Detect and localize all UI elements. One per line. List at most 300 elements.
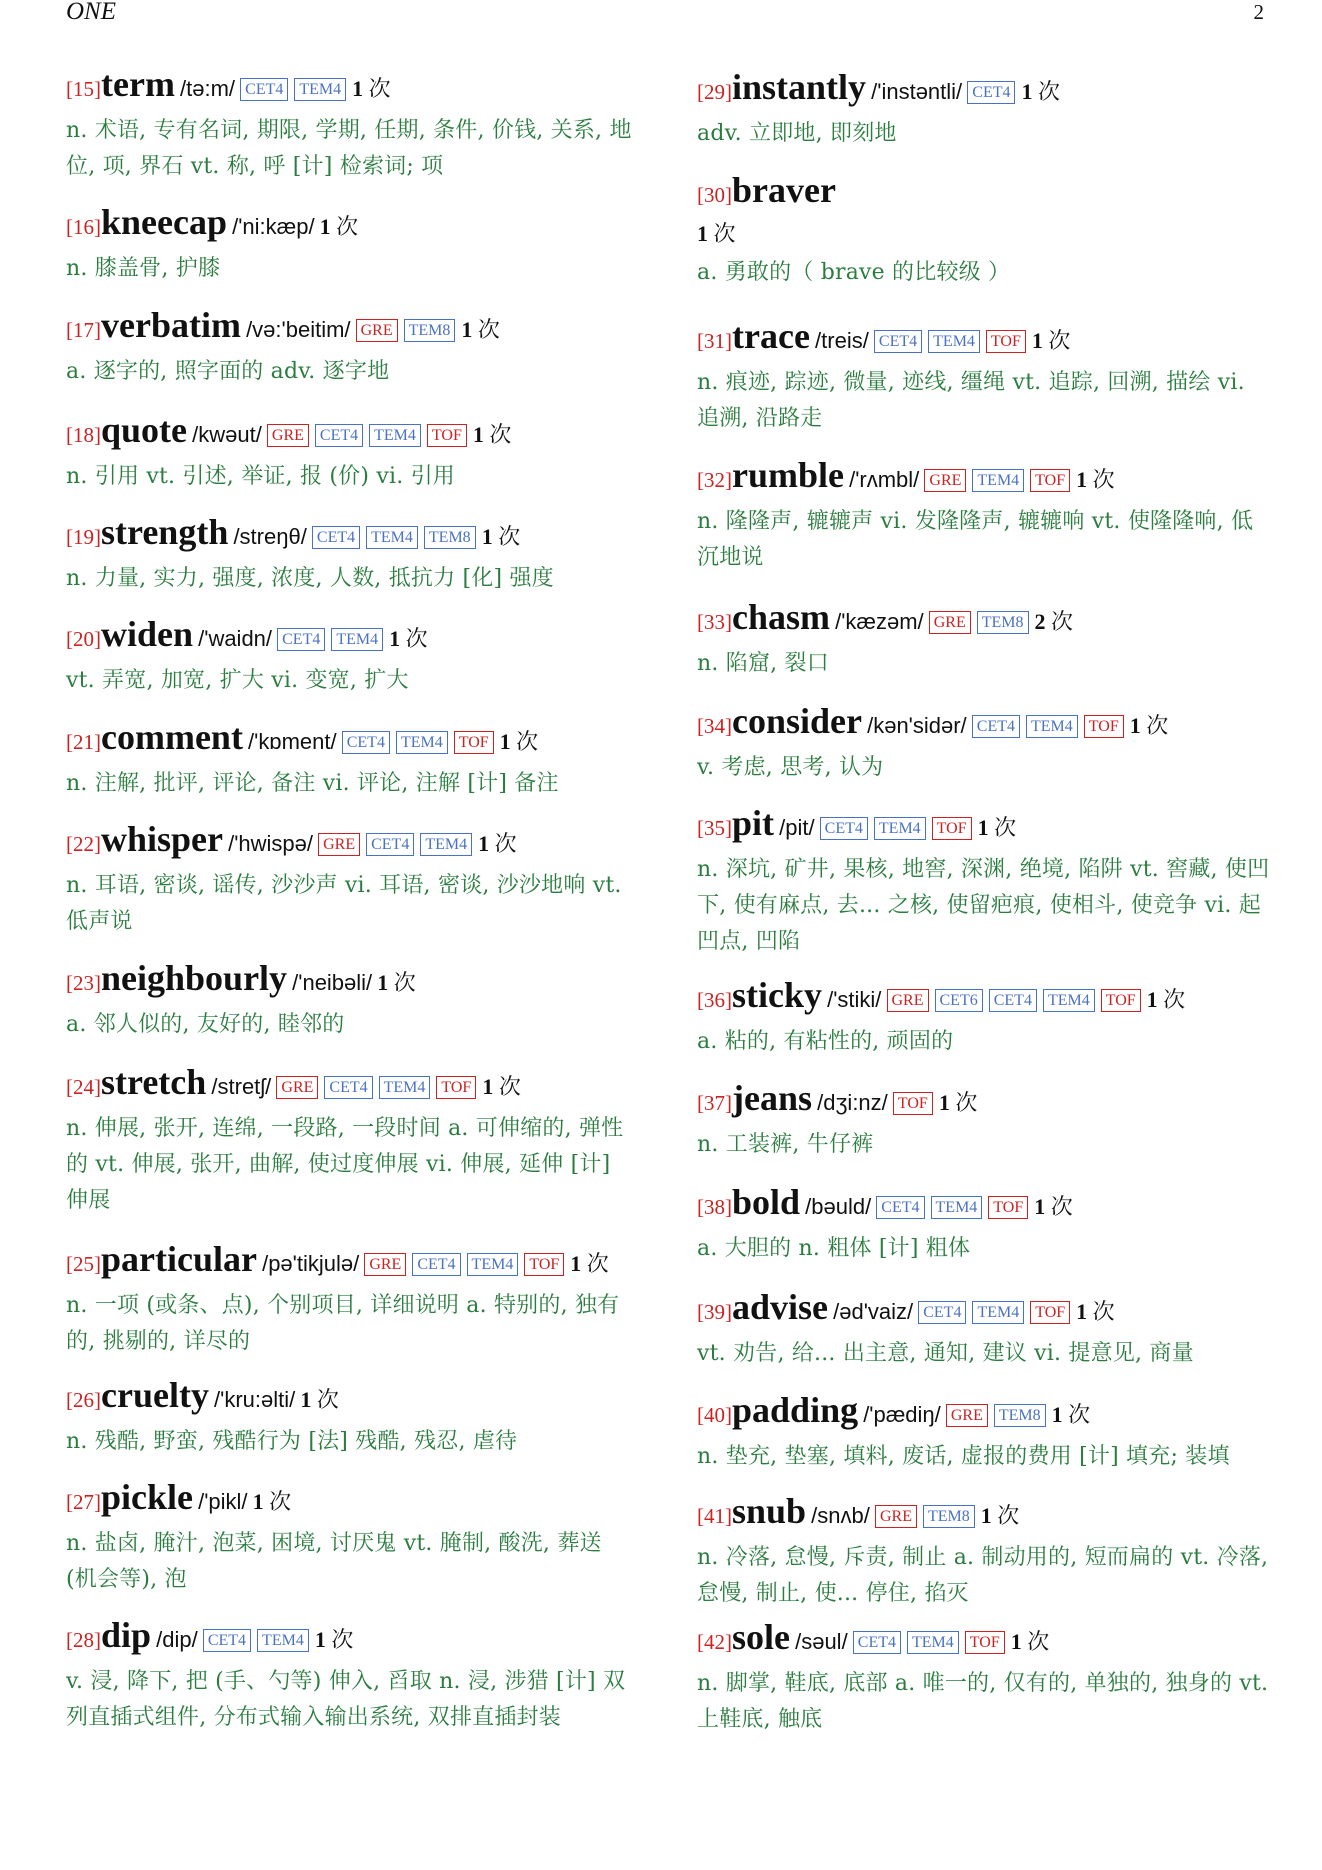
exam-tag: GRE [267, 424, 309, 447]
exam-tag: CET4 [918, 1301, 966, 1324]
exam-tag: CET4 [240, 78, 288, 101]
phonetic: /treis/ [815, 328, 869, 353]
word-entry [697, 803, 1272, 960]
entry-headline [66, 1239, 638, 1286]
occurrence-count [939, 1090, 978, 1115]
exam-tag: TEM4 [379, 1076, 431, 1099]
entry-headline [697, 1287, 1272, 1334]
occurrence-count [1130, 713, 1169, 738]
word-entry [697, 1617, 1272, 1738]
occurrence-count [570, 1251, 609, 1276]
count-value: 1 [377, 970, 389, 995]
definition: a. 大胆的 n. 粗体 [计] 粗体 [697, 1236, 971, 1261]
word-entry [66, 202, 638, 287]
headword: padding [732, 1390, 859, 1430]
entry-headline [697, 67, 1272, 114]
headword: sole [732, 1617, 790, 1657]
headword: quote [101, 410, 188, 450]
phonetic: /bəuld/ [805, 1194, 872, 1219]
exam-tag: TEM4 [366, 526, 418, 549]
definition: n. 脚掌, 鞋底, 底部 a. 唯一的, 仅有的, 单独的, 独身的 vt. 上鞋底, 触底 [697, 1671, 1269, 1732]
definition: n. 伸展, 张开, 连绵, 一段路, 一段时间 a. 可伸缩的, 弹性的 vt. 伸展, 张开, 曲解, 使过度伸展 vi. 伸展, 延伸 [计] 伸展 [66, 1116, 624, 1213]
entry-number: [39] [697, 1300, 732, 1324]
phonetic: /'rʌmbl/ [849, 467, 920, 492]
definition: vt. 弄宽, 加宽, 扩大 vi. 变宽, 扩大 [66, 668, 409, 693]
definition: n. 冷落, 怠慢, 斥责, 制止 a. 制动用的, 短而扁的 vt. 冷落, 怠慢, 制止, 使... 停住, 掐灭 [697, 1545, 1269, 1606]
entry-number: [30] [697, 183, 732, 207]
entry-number: [16] [66, 215, 101, 239]
entry-number: [36] [697, 988, 732, 1012]
word-entry [697, 1491, 1272, 1612]
occurrence-count [1076, 1299, 1115, 1324]
exam-tag: GRE [276, 1076, 318, 1099]
headword: braver [732, 170, 836, 210]
count-value: 1 [314, 1627, 326, 1652]
headword: strength [101, 512, 229, 552]
occurrence-count [461, 317, 500, 342]
definition: n. 术语, 专有名词, 期限, 学期, 任期, 条件, 价钱, 关系, 地位, 项, 界石 vt. 称, 呼 [计] 检索词; 项 [66, 118, 632, 179]
headword: whisper [101, 819, 224, 859]
count-value: 1 [252, 1489, 264, 1514]
word-entry [66, 717, 638, 802]
count-unit: 次 [955, 1090, 978, 1115]
phonetic: /'pikl/ [198, 1489, 248, 1514]
headword: verbatim [101, 305, 241, 345]
occurrence-count [482, 524, 521, 549]
word-entry [66, 305, 638, 390]
exam-tag: TEM4 [369, 424, 421, 447]
exam-tag: TEM8 [923, 1505, 975, 1528]
phonetic: /tə:m/ [180, 76, 236, 101]
entry-headline [697, 1390, 1272, 1437]
definition: a. 勇敢的（ brave 的比较级 ） [697, 260, 1011, 285]
phonetic: /pit/ [779, 815, 815, 840]
definition: n. 残酷, 野蛮, 残酷行为 [法] 残酷, 残忍, 虐待 [66, 1429, 518, 1454]
definition: n. 引用 vt. 引述, 举证, 报 (价) vi. 引用 [66, 464, 455, 489]
phonetic: /və:'beitim/ [246, 317, 351, 342]
entry-headline [66, 64, 638, 111]
count-value: 1 [1076, 1299, 1088, 1324]
count-unit: 次 [331, 1627, 354, 1652]
exam-tag: CET4 [853, 1631, 901, 1654]
entry-number: [17] [66, 318, 101, 342]
phonetic: /dip/ [156, 1627, 198, 1652]
definition: n. 一项 (或条、点), 个别项目, 详细说明 a. 特别的, 独有的, 挑剔的, 详尽的 [66, 1293, 620, 1354]
definition: n. 深坑, 矿井, 果核, 地窖, 深渊, 绝境, 陷阱 vt. 窖藏, 使凹下, 使有麻点, 去... 之核, 使留疤痕, 使相斗, 使竞争 vi. 起凹点, 凹陷 [697, 857, 1270, 954]
definition: n. 垫充, 垫塞, 填料, 废话, 虚报的费用 [计] 填充; 装填 [697, 1444, 1230, 1469]
definition: v. 考虑, 思考, 认为 [697, 755, 884, 780]
exam-tag: CET4 [203, 1629, 251, 1652]
headword: bold [732, 1182, 801, 1222]
phonetic: /stretʃ/ [211, 1074, 272, 1099]
phonetic: /'stiki/ [827, 987, 882, 1012]
definition: n. 隆隆声, 辘辘声 vi. 发隆隆声, 辘辘响 vt. 使隆隆响, 低沉地说 [697, 509, 1254, 570]
headword: sticky [732, 975, 822, 1015]
entry-number: [27] [66, 1490, 101, 1514]
exam-tag: TEM4 [257, 1629, 309, 1652]
exam-tag: GRE [875, 1505, 917, 1528]
count-unit: 次 [1146, 713, 1169, 738]
headword: dip [101, 1615, 152, 1655]
word-entry [697, 1182, 1272, 1267]
definition: a. 逐字的, 照字面的 adv. 逐字地 [66, 359, 390, 384]
count-unit: 次 [586, 1251, 609, 1276]
occurrence-count [253, 1489, 292, 1514]
headword: advise [732, 1287, 829, 1327]
exam-tag: TEM4 [972, 469, 1024, 492]
word-entry [697, 67, 1272, 152]
count-value: 1 [461, 317, 473, 342]
entry-number: [34] [697, 714, 732, 738]
count-value: 1 [977, 815, 989, 840]
count-value: 1 [1031, 328, 1043, 353]
occurrence-count [1011, 1629, 1050, 1654]
phonetic: /'kɒment/ [248, 729, 337, 754]
headword: stretch [101, 1062, 207, 1102]
exam-tag: TEM8 [404, 319, 456, 342]
count-unit: 次 [1050, 1194, 1073, 1219]
phonetic: /kwəut/ [192, 422, 262, 447]
word-entry [697, 316, 1272, 437]
exam-tag: TOF [965, 1631, 1005, 1654]
count-value: 1 [697, 221, 708, 246]
definition: adv. 立即地, 即刻地 [697, 121, 897, 146]
headword: snub [732, 1491, 807, 1531]
exam-tag: TEM4 [294, 78, 346, 101]
exam-tag: TOF [524, 1253, 564, 1276]
entry-headline [66, 717, 638, 764]
exam-tag: GRE [946, 1404, 988, 1427]
entry-headline [697, 170, 1272, 217]
count-unit: 次 [316, 1387, 339, 1412]
count-value: 1 [481, 524, 493, 549]
phonetic: /snʌb/ [811, 1503, 870, 1528]
word-entry [66, 64, 638, 185]
word-entry [697, 170, 1272, 291]
count-value: 1 [1021, 79, 1033, 104]
exam-tag: GRE [318, 833, 360, 856]
entry-number: [35] [697, 816, 732, 840]
entry-number: [31] [697, 329, 732, 353]
word-entry [697, 455, 1272, 576]
occurrence-count [389, 626, 428, 651]
occurrence-count [1034, 1194, 1073, 1219]
phonetic: /'instəntli/ [871, 79, 963, 104]
word-entry [66, 1239, 638, 1360]
word-entry [66, 1062, 638, 1219]
headword: trace [732, 316, 810, 356]
exam-tag: GRE [929, 611, 971, 634]
exam-tag: TOF [427, 424, 467, 447]
word-entry [697, 597, 1272, 682]
phonetic: /pə'tikjulə/ [262, 1251, 360, 1276]
entry-headline [66, 202, 638, 249]
exam-tag: TEM4 [1043, 989, 1095, 1012]
entry-number: [40] [697, 1403, 732, 1427]
occurrence-count [315, 1627, 354, 1652]
entry-number: [28] [66, 1628, 101, 1652]
exam-tag: TOF [436, 1076, 476, 1099]
occurrence-count [1035, 609, 1074, 634]
count-unit: 次 [498, 1074, 521, 1099]
count-value: 1 [499, 729, 511, 754]
headword: comment [101, 717, 243, 757]
word-entry [66, 1615, 638, 1736]
occurrence-count [697, 221, 736, 246]
count-value: 1 [1076, 467, 1088, 492]
headword: pit [732, 803, 775, 843]
entry-number: [38] [697, 1195, 732, 1219]
count-unit: 次 [494, 831, 517, 856]
count-unit: 次 [477, 317, 500, 342]
exam-tag: TEM4 [420, 833, 472, 856]
exam-tag: TOF [454, 731, 494, 754]
count-unit: 次 [269, 1489, 292, 1514]
headword: pickle [101, 1477, 194, 1517]
occurrence-count [478, 831, 517, 856]
definition: n. 注解, 批评, 评论, 备注 vi. 评论, 注解 [计] 备注 [66, 771, 559, 796]
phonetic: /kən'sidər/ [867, 713, 967, 738]
exam-tag: TEM4 [874, 817, 926, 840]
exam-tag: TOF [1101, 989, 1141, 1012]
exam-tag: TEM8 [994, 1404, 1046, 1427]
exam-tag: CET4 [820, 817, 868, 840]
definition: vt. 劝告, 给... 出主意, 通知, 建议 vi. 提意见, 商量 [697, 1341, 1194, 1366]
exam-tag: CET4 [972, 715, 1020, 738]
exam-tag: TOF [1030, 469, 1070, 492]
entry-number: [29] [697, 80, 732, 104]
exam-tag: TEM8 [424, 526, 476, 549]
exam-tag: TOF [932, 817, 972, 840]
count-value: 1 [352, 76, 364, 101]
count-value: 1 [389, 626, 401, 651]
phonetic: /əd'vaiz/ [833, 1299, 914, 1324]
word-entry [66, 512, 638, 597]
entry-number: [20] [66, 627, 101, 651]
occurrence-count [482, 1074, 521, 1099]
exam-tag: CET4 [312, 526, 360, 549]
exam-tag: TEM4 [931, 1196, 983, 1219]
count-value: 1 [482, 1074, 494, 1099]
entry-headline [697, 597, 1272, 644]
entry-headline [66, 1615, 638, 1662]
word-entry [66, 1375, 638, 1460]
occurrence-count [1076, 467, 1115, 492]
word-entry [66, 819, 638, 940]
exam-tag: CET4 [876, 1196, 924, 1219]
headword: chasm [732, 597, 830, 637]
definition: n. 痕迹, 踪迹, 微量, 迹线, 缰绳 vt. 追踪, 回溯, 描绘 vi. 追溯, 沿路走 [697, 370, 1245, 431]
word-entry [697, 1390, 1272, 1475]
entry-headline [66, 958, 638, 1005]
exam-tag: TOF [1084, 715, 1124, 738]
occurrence-count [352, 76, 391, 101]
count-unit: 次 [1068, 1402, 1091, 1427]
entry-headline [697, 1182, 1272, 1229]
exam-tag: TEM4 [467, 1253, 519, 1276]
entry-headline [66, 1062, 638, 1109]
word-entry [66, 1477, 638, 1598]
count-unit: 次 [1027, 1629, 1050, 1654]
occurrence-count [1147, 987, 1186, 1012]
entry-number: [15] [66, 77, 101, 101]
section-title: ONE [66, 0, 116, 25]
entry-number: [41] [697, 1504, 732, 1528]
count-value: 1 [300, 1387, 312, 1412]
count-unit: 次 [336, 214, 359, 239]
headword: term [101, 64, 175, 104]
exam-tag: TOF [988, 1196, 1028, 1219]
definition: n. 工装裤, 牛仔裤 [697, 1132, 874, 1157]
headword: cruelty [101, 1375, 209, 1415]
count-unit: 次 [1051, 609, 1074, 634]
entry-headline [66, 305, 638, 352]
word-entry [697, 701, 1272, 786]
word-entry [66, 410, 638, 495]
occurrence-count [377, 970, 416, 995]
count-value: 1 [1034, 1194, 1046, 1219]
phonetic: /'hwispə/ [228, 831, 314, 856]
occurrence-count [1052, 1402, 1091, 1427]
exam-tag: CET4 [366, 833, 414, 856]
definition: a. 邻人似的, 友好的, 睦邻的 [66, 1012, 345, 1037]
headword: consider [732, 701, 862, 741]
word-entry [697, 1287, 1272, 1372]
exam-tag: GRE [364, 1253, 406, 1276]
exam-tag: GRE [356, 319, 398, 342]
count-unit: 次 [1037, 79, 1060, 104]
exam-tag: TOF [1030, 1301, 1070, 1324]
entry-headline [66, 512, 638, 559]
exam-tag: CET4 [989, 989, 1037, 1012]
phonetic: /dʒi:nz/ [817, 1090, 888, 1115]
phonetic: /streŋθ/ [233, 524, 307, 549]
exam-tag: CET4 [342, 731, 390, 754]
count-value: 1 [938, 1090, 950, 1115]
count-value: 1 [570, 1251, 582, 1276]
occurrence-count [1032, 328, 1071, 353]
word-entry [697, 1078, 1272, 1163]
count-unit: 次 [489, 422, 512, 447]
entry-headline [66, 1477, 638, 1524]
entry-headline [66, 819, 638, 866]
definition: n. 盐卤, 腌汁, 泡菜, 困境, 讨厌鬼 vt. 腌制, 酸洗, 葬送 (机会等), 泡 [66, 1531, 602, 1592]
exam-tag: TOF [986, 330, 1026, 353]
count-value: 1 [1051, 1402, 1063, 1427]
headword: widen [101, 614, 194, 654]
entry-headline [697, 316, 1272, 363]
exam-tag: CET6 [935, 989, 983, 1012]
occurrence-count [1021, 79, 1060, 104]
exam-tag: TEM8 [977, 611, 1029, 634]
exam-tag: TEM4 [331, 628, 383, 651]
phonetic: /'pædiŋ/ [863, 1402, 941, 1427]
phonetic: /'waidn/ [198, 626, 273, 651]
count-unit: 次 [997, 1503, 1020, 1528]
count-value: 1 [1010, 1629, 1022, 1654]
count-unit: 次 [1092, 1299, 1115, 1324]
exam-tag: CET4 [412, 1253, 460, 1276]
headword: instantly [732, 67, 867, 107]
word-entry [66, 958, 638, 1043]
count-line [697, 217, 1272, 253]
headword: jeans [732, 1078, 812, 1118]
entry-headline [66, 1375, 638, 1422]
exam-tag: TEM4 [1026, 715, 1078, 738]
entry-number: [42] [697, 1630, 732, 1654]
count-value: 1 [319, 214, 331, 239]
headword: rumble [732, 455, 844, 495]
count-value: 1 [980, 1503, 992, 1528]
exam-tag: TEM4 [928, 330, 980, 353]
exam-tag: TEM4 [396, 731, 448, 754]
phonetic: /'neibəli/ [292, 970, 373, 995]
count-unit: 次 [516, 729, 539, 754]
definition: a. 粘的, 有粘性的, 顽固的 [697, 1029, 954, 1054]
phonetic: /'ni:kæp/ [232, 214, 315, 239]
entry-headline [697, 1617, 1272, 1664]
entry-number: [23] [66, 971, 101, 995]
entry-number: [21] [66, 730, 101, 754]
definition: n. 力量, 实力, 强度, 浓度, 人数, 抵抗力 [化] 强度 [66, 566, 554, 591]
page-number: 2 [1253, 0, 1264, 24]
word-entry [66, 614, 638, 699]
exam-tag: CET4 [324, 1076, 372, 1099]
count-unit: 次 [1163, 987, 1186, 1012]
occurrence-count [300, 1387, 339, 1412]
count-unit: 次 [368, 76, 391, 101]
occurrence-count [981, 1503, 1020, 1528]
occurrence-count [320, 214, 359, 239]
exam-tag: CET4 [277, 628, 325, 651]
count-unit: 次 [405, 626, 428, 651]
entry-number: [19] [66, 525, 101, 549]
headword: kneecap [101, 202, 227, 242]
entry-headline [66, 410, 638, 457]
count-unit: 次 [498, 524, 521, 549]
count-value: 1 [478, 831, 490, 856]
phonetic: /'kru:əlti/ [214, 1387, 296, 1412]
occurrence-count [978, 815, 1017, 840]
phonetic: /səul/ [795, 1629, 848, 1654]
entry-number: [22] [66, 832, 101, 856]
count-value: 1 [1146, 987, 1158, 1012]
count-unit: 次 [393, 970, 416, 995]
exam-tag: CET4 [967, 81, 1015, 104]
entry-headline [697, 803, 1272, 850]
definition: n. 膝盖骨, 护膝 [66, 256, 221, 281]
definition: n. 耳语, 密谈, 谣传, 沙沙声 vi. 耳语, 密谈, 沙沙地响 vt. 低声说 [66, 873, 622, 934]
entry-headline [697, 1078, 1272, 1125]
entry-number: [24] [66, 1075, 101, 1099]
count-unit: 次 [1048, 328, 1071, 353]
entry-number: [18] [66, 423, 101, 447]
exam-tag: GRE [887, 989, 929, 1012]
entry-headline [697, 975, 1272, 1022]
entry-headline [697, 1491, 1272, 1538]
entry-headline [697, 455, 1272, 502]
headword: particular [101, 1239, 257, 1279]
exam-tag: TEM4 [907, 1631, 959, 1654]
exam-tag: GRE [924, 469, 966, 492]
entry-headline [66, 614, 638, 661]
exam-tag: CET4 [874, 330, 922, 353]
occurrence-count [500, 729, 539, 754]
entry-number: [33] [697, 610, 732, 634]
phonetic: /'kæzəm/ [835, 609, 924, 634]
occurrence-count [473, 422, 512, 447]
count-unit: 次 [713, 221, 736, 246]
